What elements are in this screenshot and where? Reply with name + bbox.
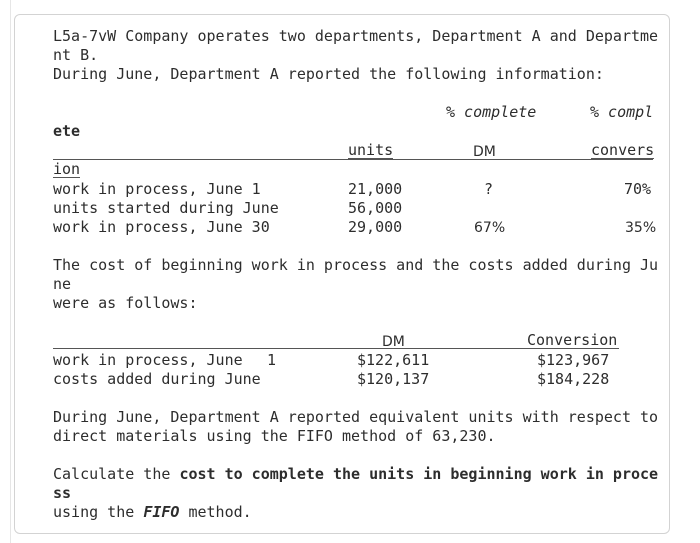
question-emphasis: cost to complete the units in beginning work in proce (179, 465, 659, 483)
pct-complete-header-2: % compl (590, 103, 654, 121)
col-dm-header: DM (473, 144, 496, 160)
question-line-3 (53, 503, 252, 521)
question-text: method. (179, 503, 252, 521)
intro-line-1: L5a-7vW Company operates two departments, Department A and Departme (53, 27, 659, 45)
intro-line-3: During June, Department A reported the following information: (53, 65, 604, 83)
table2-divider (53, 348, 619, 349)
row-dm-cost: $120,137 (357, 370, 430, 388)
cost-intro-line-1: The cost of beginning work in process and the costs added during Ju (53, 256, 659, 274)
table1-divider (53, 159, 653, 160)
row-label-number: 1 (267, 351, 277, 369)
header-wrap-ion: ion (53, 160, 81, 178)
left-border (0, 0, 11, 543)
question-text: using the (53, 503, 144, 521)
row-label: work in process, June (53, 351, 243, 369)
col-units-header: units (348, 141, 394, 159)
row-label: work in process, June 1 (53, 180, 261, 198)
problem-card (14, 14, 670, 534)
col-dm-header: DM (382, 334, 405, 350)
equiv-line-1: During June, Department A reported equivalent units with respect to (53, 408, 659, 426)
question-text: Calculate the (53, 465, 180, 483)
row-conversion: 70% (624, 180, 652, 198)
row-dm: ? (484, 180, 494, 198)
intro-line-2: nt B. (53, 46, 99, 64)
row-units: 29,000 (348, 218, 403, 236)
pct-complete-header: % complete (446, 103, 537, 121)
row-dm: 67% (474, 220, 506, 236)
method-name: FIFO (143, 503, 180, 521)
cost-intro-line-3: were as follows: (53, 294, 198, 312)
row-dm-cost: $122,611 (357, 351, 430, 369)
header-wrap-ete: ete (53, 122, 81, 140)
col-conversion-header: Conversion (527, 331, 618, 349)
row-units: 56,000 (348, 199, 403, 217)
row-conversion: 35% (625, 220, 657, 236)
row-label: work in process, June 30 (53, 218, 270, 236)
row-units: 21,000 (348, 180, 403, 198)
row-label: costs added during June (53, 370, 261, 388)
question-line-1 (53, 465, 658, 483)
row-conversion-cost: $123,967 (537, 351, 610, 369)
equiv-line-2: direct materials using the FIFO method of 63,230. (53, 427, 496, 445)
row-conversion-cost: $184,228 (537, 370, 610, 388)
question-line-2: ss (53, 484, 72, 502)
cost-intro-line-2: ne (53, 275, 72, 293)
col-conversion-header: convers (591, 141, 655, 159)
row-label: units started during June (53, 199, 279, 217)
